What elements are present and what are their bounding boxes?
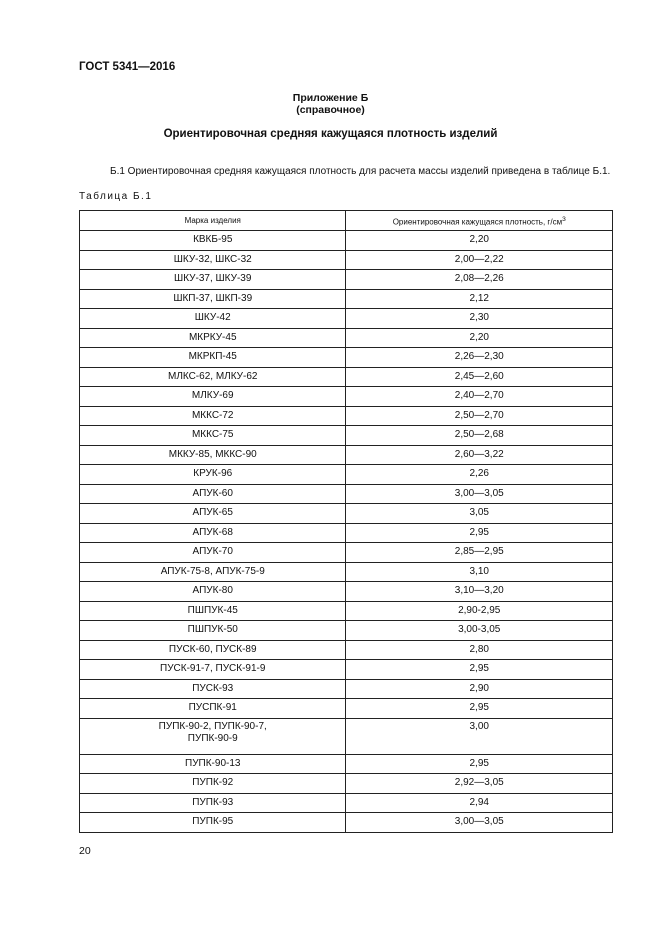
standard-number: ГОСТ 5341—2016 — [79, 61, 176, 73]
cell-mark: ПУСК-93 — [80, 679, 346, 699]
cell-density: 2,60—3,22 — [346, 445, 613, 465]
cell-density: 3,00 — [346, 718, 613, 754]
cell-density: 2,20 — [346, 231, 613, 251]
cell-density: 2,90-2,95 — [346, 601, 613, 621]
table-row — [80, 465, 613, 485]
cell-mark: КРУК-96 — [80, 465, 346, 485]
cell-density: 2,80 — [346, 640, 613, 660]
table-row — [80, 601, 613, 621]
cell-density: 3,00-3,05 — [346, 621, 613, 641]
cell-density: 2,26 — [346, 465, 613, 485]
table-row — [80, 250, 613, 270]
density-table — [79, 210, 613, 833]
cell-mark: ПУСК-91-7, ПУСК-91-9 — [80, 660, 346, 680]
table-row — [80, 289, 613, 309]
cell-mark: АПУК-70 — [80, 543, 346, 563]
cell-density: 2,00—2,22 — [346, 250, 613, 270]
cell-mark: МККС-75 — [80, 426, 346, 446]
cell-density: 3,10 — [346, 562, 613, 582]
table-header-row — [80, 211, 613, 231]
cell-density: 2,90 — [346, 679, 613, 699]
cell-density: 2,26—2,30 — [346, 348, 613, 368]
cell-mark: МЛКС-62, МЛКУ-62 — [80, 367, 346, 387]
cell-density: 2,40—2,70 — [346, 387, 613, 407]
cell-mark: АПУК-80 — [80, 582, 346, 602]
cell-mark: ШКУ-37, ШКУ-39 — [80, 270, 346, 290]
cell-mark: МККУ-85, МККС-90 — [80, 445, 346, 465]
table-row — [80, 309, 613, 329]
header-mark: Марка изделия — [80, 211, 346, 231]
cell-density: 3,10—3,20 — [346, 582, 613, 602]
page-number: 20 — [79, 845, 91, 857]
cell-mark: ПУПК-90-13 — [80, 754, 346, 774]
table-row — [80, 270, 613, 290]
table-row — [80, 718, 613, 754]
table-row — [80, 445, 613, 465]
cell-mark: ПУСК-60, ПУСК-89 — [80, 640, 346, 660]
table-row — [80, 621, 613, 641]
cell-mark: ПШПУК-45 — [80, 601, 346, 621]
cell-mark: ПУСПК-91 — [80, 699, 346, 719]
table-row — [80, 328, 613, 348]
cell-mark: ПУПК-95 — [80, 813, 346, 833]
cell-mark: МЛКУ-69 — [80, 387, 346, 407]
table-row — [80, 406, 613, 426]
cell-density: 3,05 — [346, 504, 613, 524]
table-row — [80, 543, 613, 563]
table-row — [80, 484, 613, 504]
cell-density: 3,00—3,05 — [346, 813, 613, 833]
table-row — [80, 426, 613, 446]
header-density-text: Ориентировочная кажущаяся плотность, г/см — [392, 217, 563, 227]
appendix-subtitle: (справочное) — [296, 104, 365, 116]
cell-mark: АПУК-65 — [80, 504, 346, 524]
cell-mark: ПУПК-92 — [80, 774, 346, 794]
cell-mark: АПУК-68 — [80, 523, 346, 543]
cell-density: 2,95 — [346, 699, 613, 719]
cell-mark: ШКУ-32, ШКС-32 — [80, 250, 346, 270]
cell-density: 2,20 — [346, 328, 613, 348]
cell-mark: ШКП-37, ШКП-39 — [80, 289, 346, 309]
table-row — [80, 562, 613, 582]
header-density — [346, 211, 613, 231]
section-heading: Ориентировочная средняя кажущаяся плотность изделий — [163, 128, 498, 140]
table-row — [80, 813, 613, 833]
cell-mark: АПУК-75-8, АПУК-75-9 — [80, 562, 346, 582]
cell-mark: МКРКУ-45 — [80, 328, 346, 348]
cell-density: 2,92—3,05 — [346, 774, 613, 794]
table-row — [80, 640, 613, 660]
cell-mark: МККС-72 — [80, 406, 346, 426]
table-row — [80, 523, 613, 543]
table-row — [80, 387, 613, 407]
table-caption: Таблица Б.1 — [79, 191, 153, 202]
table-row — [80, 754, 613, 774]
cell-density: 2,95 — [346, 660, 613, 680]
cell-density: 2,50—2,68 — [346, 426, 613, 446]
cell-mark: ШКУ-42 — [80, 309, 346, 329]
cell-mark: ПУПК-93 — [80, 793, 346, 813]
cell-density: 2,94 — [346, 793, 613, 813]
appendix-title: Приложение Б — [292, 92, 369, 104]
cell-density: 2,95 — [346, 754, 613, 774]
cell-mark: ПШПУК-50 — [80, 621, 346, 641]
cell-mark — [80, 718, 346, 754]
cell-mark-line1: ПУПК-90-2, ПУПК-90-7, — [158, 720, 267, 732]
table-row — [80, 504, 613, 524]
cell-density: 2,45—2,60 — [346, 367, 613, 387]
cell-density: 2,08—2,26 — [346, 270, 613, 290]
cell-mark: МКРКП-45 — [80, 348, 346, 368]
cell-mark-line2: ПУПК-90-9 — [187, 732, 238, 744]
cell-density: 3,00—3,05 — [346, 484, 613, 504]
intro-paragraph: Б.1 Ориентировочная средняя кажущаяся плотность для расчета массы изделий приведена в таблице Б.1. — [110, 166, 611, 177]
header-density-sup: 3 — [562, 215, 566, 223]
cell-mark: КВКБ-95 — [80, 231, 346, 251]
table-row — [80, 793, 613, 813]
cell-density: 2,85—2,95 — [346, 543, 613, 563]
table-row — [80, 582, 613, 602]
table-row — [80, 348, 613, 368]
table-row — [80, 367, 613, 387]
table-row — [80, 231, 613, 251]
table-row — [80, 679, 613, 699]
cell-density: 2,30 — [346, 309, 613, 329]
cell-density: 2,95 — [346, 523, 613, 543]
table-row — [80, 699, 613, 719]
cell-mark: АПУК-60 — [80, 484, 346, 504]
cell-density: 2,50—2,70 — [346, 406, 613, 426]
table-row — [80, 660, 613, 680]
cell-density: 2,12 — [346, 289, 613, 309]
table-row — [80, 774, 613, 794]
